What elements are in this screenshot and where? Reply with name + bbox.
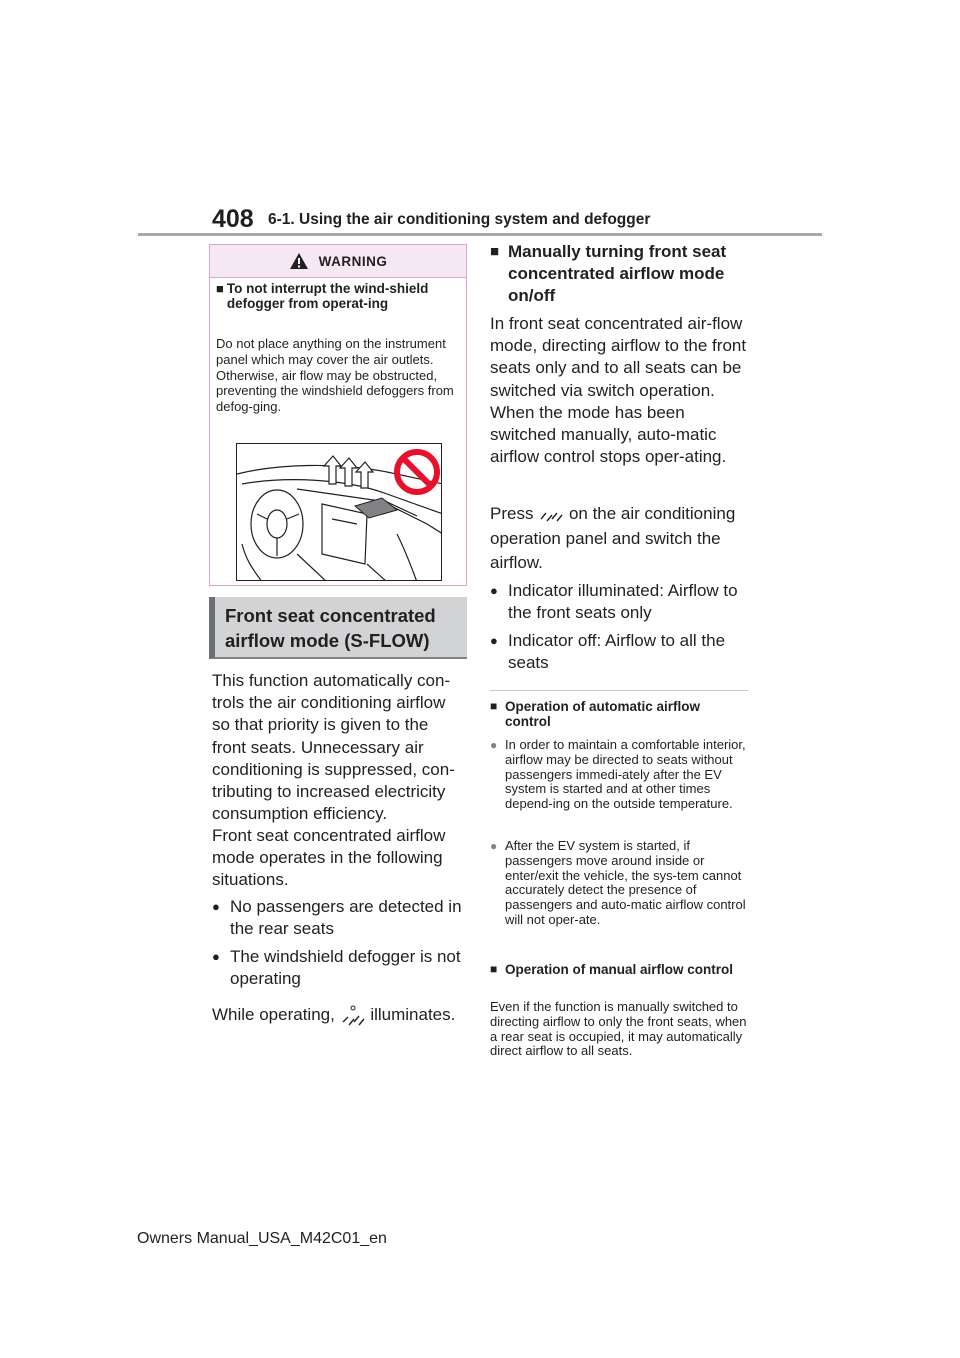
bullet-icon: ● [212,949,220,964]
s-flow-icon [538,507,564,523]
section-divider [490,690,748,691]
prohibited-sign-icon [397,452,437,492]
s-flow-indicator-icon [340,1005,366,1027]
intro-paragraph: This function automatically con-trols the air conditioning airflow so that priority is given to the front seats. Unnecessary air conditioning is suppressed, con-tributing to increased electricity consumption efficiency. [212,671,455,824]
warning-subheading: ■ To not interrupt the wind-shield defogger from operat-ing [216,281,429,311]
square-bullet-icon: ■ [490,962,498,976]
dashboard-illustration [236,443,442,581]
list-item: ● The windshield defogger is not operating [212,946,462,990]
header-rule [138,233,822,236]
dashboard-drawing [237,444,442,581]
warning-header [210,245,466,278]
list-item: ● No passengers are detected in the rear seats [212,896,462,940]
bullet-icon: ● [490,738,498,752]
list-item: ● After the EV system is started, if passengers move around inside or enter/exit the vehicle, the sys-tem cannot accurately detect the presence of passengers and auto-matic airflow control will not oper-ate. [490,838,746,927]
square-bullet-icon: ■ [490,243,500,260]
list-item: ● Indicator off: Airflow to all the seats [490,630,748,674]
situations-paragraph: Front seat concentrated airflow mode operates in the following situations. [212,826,446,890]
bullet-icon: ● [212,899,220,914]
list-item: ● In order to maintain a comfortable interior, airflow may be directed to seats without passengers immedi-ately after the EV system is started and at other times depend-ing on the outside temperature. [490,737,746,812]
page-number: 408 [212,205,254,233]
warning-box [209,244,467,586]
section-title: 6-1. Using the air conditioning system and defogger [268,211,651,228]
warning-triangle-icon [289,252,309,270]
square-bullet-icon: ■ [216,281,224,296]
footer-text: Owners Manual_USA_M42C01_en [137,1230,387,1247]
manual-subheading: ■ Manually turning front seat concentrated airflow mode on/off [490,241,752,308]
warning-text: Do not place anything on the instrument panel which may cover the air outlets. Otherwise, air flow may be obstructed, preventing the windshield defoggers from defog-ging. [216,336,454,415]
list-item: ● Indicator illuminated: Airflow to the front seats only [490,580,748,624]
bullet-icon: ● [490,839,498,853]
square-bullet-icon: ■ [490,699,498,713]
section-heading: Front seat concentrated airflow mode (S-FLOW) [209,597,467,659]
bullet-icon: ● [490,633,498,648]
warning-title: WARNING [318,253,388,269]
auto-airflow-heading: ■ Operation of automatic airflow control [490,699,701,729]
operating-line: While operating, illuminates. [212,1004,472,1027]
manual-airflow-text: Even if the function is manually switched to directing airflow to only the front seats, when a rear seat is occupied, it may automatically direct airflow to all seats. [490,999,747,1059]
press-instruction: Press on the air conditioning operation panel and switch the airflow. [490,504,736,572]
page-header [212,205,822,235]
manual-airflow-heading: ■ Operation of manual airflow control [490,962,734,977]
manual-paragraph: In front seat concentrated air-flow mode, directing airflow to the front seats only and to all seats can be switched via switch operation. When the mode has been switched manually, auto-matic airflow control stops oper-ating. [490,314,747,467]
bullet-icon: ● [490,583,498,598]
